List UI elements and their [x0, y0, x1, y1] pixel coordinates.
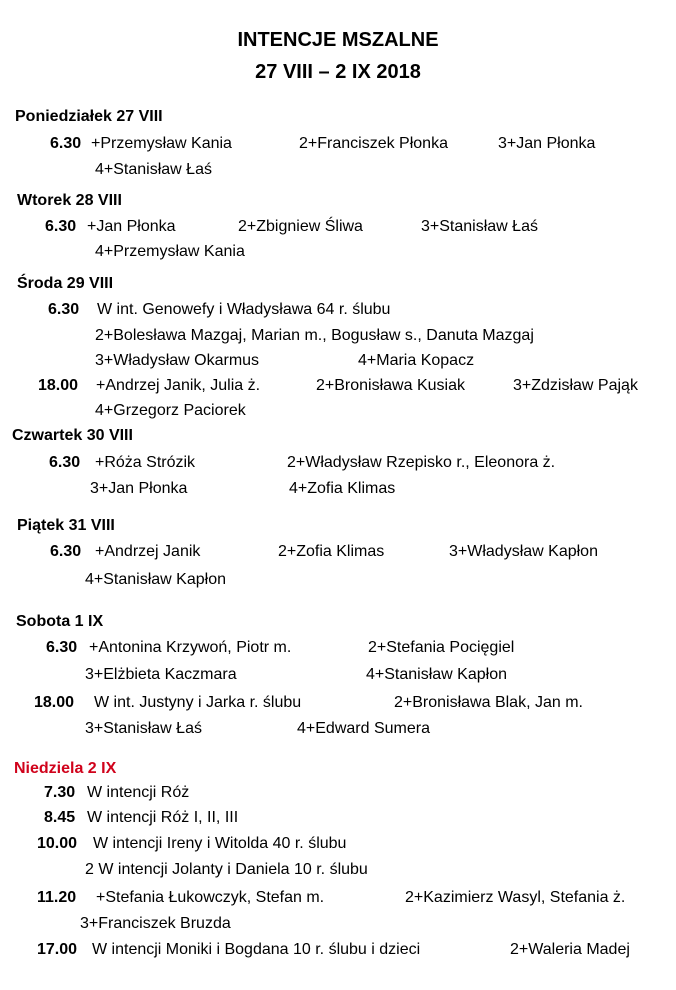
intention: 2+Bolesława Mazgaj, Marian m., Bogusław s., Danuta Mazgaj [95, 327, 534, 344]
day-heading: Sobota 1 IX [16, 613, 104, 630]
intention: 4+Zofia Klimas [289, 480, 396, 497]
intention: 4+Stanisław Kapłon [85, 571, 226, 588]
page-title: INTENCJE MSZALNE [237, 29, 439, 51]
intention: 3+Elżbieta Kaczmara [85, 666, 237, 683]
intention: 3+Stanisław Łaś [421, 218, 538, 235]
intention: 2+Kazimierz Wasyl, Stefania ż. [405, 889, 626, 906]
intention: 3+Stanisław Łaś [85, 720, 202, 737]
intention: 3+Zdzisław Pająk [513, 377, 638, 394]
intention: 2+Bronisława Kusiak [316, 377, 465, 394]
intention: 2+Władysław Rzepisko r., Eleonora ż. [287, 454, 556, 471]
mass-time: 17.00 [37, 941, 78, 958]
mass-time: 6.30 [48, 301, 80, 318]
intention: +Stefania Łukowczyk, Stefan m. [96, 889, 325, 906]
mass-time: 8.45 [44, 809, 76, 826]
intention: 3+Władysław Okarmus [95, 352, 260, 369]
day-heading: Czwartek 30 VIII [12, 427, 133, 444]
intention: 3+Jan Płonka [498, 135, 596, 152]
intention: 2+Waleria Madej [510, 941, 630, 958]
day-heading: Poniedziałek 27 VIII [15, 108, 163, 125]
mass-time: 6.30 [50, 543, 82, 560]
day-heading: Środa 29 VIII [17, 275, 114, 292]
day-heading: Piątek 31 VIII [17, 517, 115, 534]
intention: 2+Bronisława Blak, Jan m. [394, 694, 583, 711]
intention: 3+Jan Płonka [90, 480, 188, 497]
intention: W int. Justyny i Jarka r. ślubu [94, 694, 302, 711]
intention: 2+Zofia Klimas [278, 543, 385, 560]
intention: 4+Stanisław Kapłon [366, 666, 507, 683]
intention: 2+Zbigniew Śliwa [238, 218, 363, 235]
intention: +Andrzej Janik, Julia ż. [96, 377, 261, 394]
intention: 2 W intencji Jolanty i Daniela 10 r. ślubu [85, 861, 368, 878]
intention: +Andrzej Janik [95, 543, 201, 560]
mass-time: 6.30 [49, 454, 81, 471]
intention: 2+Franciszek Płonka [299, 135, 448, 152]
intention: 4+Przemysław Kania [95, 243, 245, 260]
intention: 4+Grzegorz Paciorek [95, 402, 246, 419]
intention: 2+Stefania Pocięgiel [368, 639, 515, 656]
page-date-range: 27 VIII – 2 IX 2018 [255, 61, 421, 83]
day-heading: Wtorek 28 VIII [17, 192, 122, 209]
mass-time: 6.30 [45, 218, 77, 235]
intention: +Jan Płonka [87, 218, 176, 235]
mass-time: 11.20 [37, 889, 77, 906]
mass-time: 6.30 [50, 135, 82, 152]
intention: 3+Franciszek Bruzda [80, 915, 231, 932]
intention: W int. Genowefy i Władysława 64 r. ślubu [97, 301, 391, 318]
mass-time: 6.30 [46, 639, 78, 656]
intention: 4+Maria Kopacz [358, 352, 475, 369]
mass-time: 18.00 [38, 377, 79, 394]
intention: W intencji Ireny i Witolda 40 r. ślubu [93, 835, 347, 852]
intention: W intencji Róż I, II, III [87, 809, 239, 826]
intention: W intencji Moniki i Bogdana 10 r. ślubu i dzieci [92, 941, 421, 958]
intention: W intencji Róż [87, 784, 190, 801]
intention: 4+Edward Sumera [297, 720, 430, 737]
mass-time: 18.00 [34, 694, 75, 711]
mass-time: 10.00 [37, 835, 78, 852]
intention: +Antonina Krzywoń, Piotr m. [89, 639, 292, 656]
intention: +Róża Strózik [95, 454, 196, 471]
day-heading-sunday: Niedziela 2 IX [14, 760, 117, 777]
intention: 3+Władysław Kapłon [449, 543, 598, 560]
intention: +Przemysław Kania [91, 135, 232, 152]
mass-time: 7.30 [44, 784, 76, 801]
intention: 4+Stanisław Łaś [95, 161, 212, 178]
